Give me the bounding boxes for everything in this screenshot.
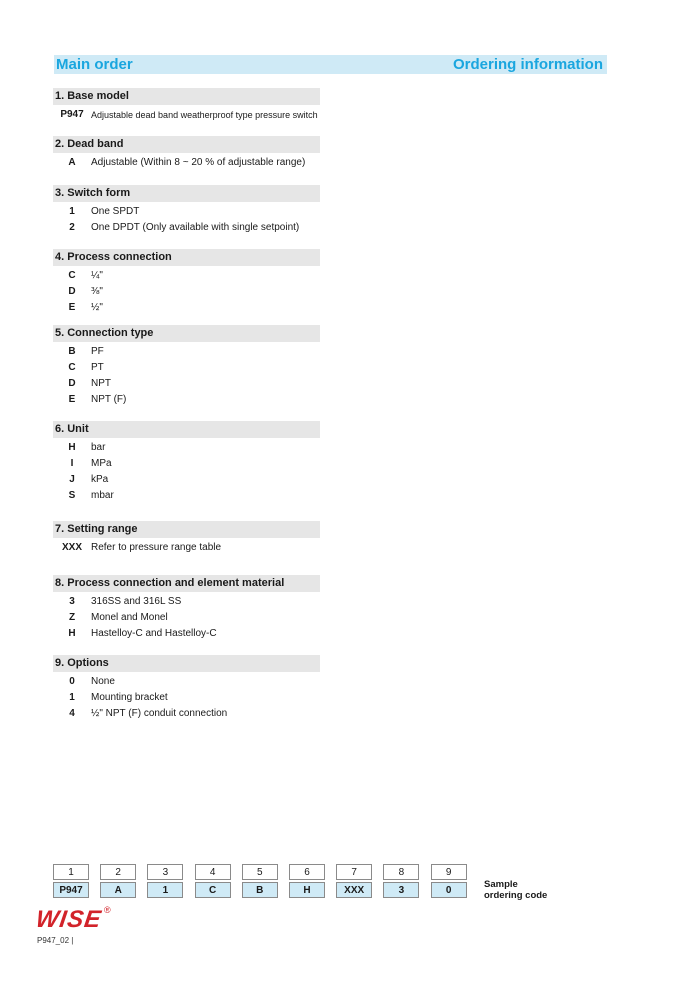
option-row (53, 456, 320, 472)
option-row (53, 300, 320, 316)
option-code: C (68, 270, 76, 281)
section-title: 5. Connection type (53, 325, 320, 342)
option-code: E (68, 394, 76, 405)
option-description: NPT (F) (91, 394, 127, 405)
code-position: 8 (383, 864, 419, 880)
option-code: Z (68, 612, 76, 623)
code-value: 0 (431, 882, 467, 898)
section-3 (53, 185, 320, 236)
option-code: 0 (69, 676, 75, 687)
code-position: 9 (431, 864, 467, 880)
code-value: 1 (147, 882, 183, 898)
section-7 (53, 521, 320, 556)
code-value: 3 (383, 882, 419, 898)
code-position: 2 (100, 864, 136, 880)
section-6 (53, 421, 320, 504)
option-code: A (68, 157, 76, 168)
option-code: D (68, 286, 76, 297)
code-value: A (100, 882, 136, 898)
option-row (53, 674, 320, 690)
option-row (53, 220, 320, 236)
option-description: PF (91, 346, 104, 357)
code-value: P947 (53, 882, 89, 898)
sample-label-line2: ordering code (484, 890, 548, 901)
option-row (53, 440, 320, 456)
option-row (53, 376, 320, 392)
header-right-title: Ordering information (453, 56, 603, 73)
sample-ordering-label (484, 879, 564, 901)
option-row (53, 360, 320, 376)
option-row (53, 472, 320, 488)
option-code: E (68, 302, 76, 313)
option-description: Mounting bracket (91, 692, 168, 703)
option-code: D (68, 378, 76, 389)
option-description: Adjustable (Within 8 ~ 20 % of adjustable range) (91, 157, 306, 168)
code-position: 6 (289, 864, 325, 880)
section-title: 7. Setting range (53, 521, 320, 538)
option-description: Monel and Monel (91, 612, 168, 623)
option-code: P947 (60, 109, 84, 120)
code-value: H (289, 882, 325, 898)
option-row (53, 626, 320, 642)
option-code: XXX (61, 542, 82, 553)
code-value: C (195, 882, 231, 898)
option-code: 1 (69, 206, 75, 217)
option-description: One DPDT (Only available with single setpoint) (91, 222, 300, 233)
code-position: 5 (242, 864, 278, 880)
option-code: S (68, 490, 76, 501)
option-description: PT (91, 362, 104, 373)
option-row (53, 268, 320, 284)
option-description: bar (91, 442, 106, 453)
option-row (53, 488, 320, 504)
option-code: H (68, 628, 76, 639)
option-description: kPa (91, 474, 109, 485)
option-row (53, 155, 320, 171)
option-code: 3 (69, 596, 75, 607)
section-9 (53, 655, 320, 722)
option-description: ⅜" (91, 286, 103, 297)
option-description: None (91, 676, 115, 687)
option-row (53, 392, 320, 408)
code-position: 7 (336, 864, 372, 880)
section-title: 1. Base model (53, 88, 320, 105)
code-value: XXX (336, 882, 372, 898)
option-row (53, 540, 320, 556)
option-description: Adjustable dead band weatherproof type pressure switch (91, 110, 318, 120)
option-row (53, 284, 320, 300)
option-description: 316SS and 316L SS (91, 596, 182, 607)
section-5 (53, 325, 320, 408)
option-description: One SPDT (91, 206, 140, 217)
section-title: 6. Unit (53, 421, 320, 438)
code-value: B (242, 882, 278, 898)
option-code: 2 (69, 222, 75, 233)
option-code: J (69, 474, 75, 485)
option-description: ¼" (91, 270, 103, 281)
section-8 (53, 575, 320, 642)
option-row (53, 690, 320, 706)
option-row (53, 610, 320, 626)
section-2 (53, 136, 320, 171)
option-description: ½" (91, 302, 103, 313)
option-code: H (68, 442, 76, 453)
wise-logo: WISE (34, 906, 104, 933)
document-id: P947_02 | (37, 936, 74, 945)
option-description: ½" NPT (F) conduit connection (91, 708, 228, 719)
code-position: 4 (195, 864, 231, 880)
option-row (53, 204, 320, 220)
option-description: Refer to pressure range table (91, 542, 222, 553)
option-row (53, 706, 320, 722)
option-description: MPa (91, 458, 112, 469)
section-4 (53, 249, 320, 316)
option-code: B (68, 346, 76, 357)
sample-label-line1: Sample (484, 879, 518, 890)
section-1 (53, 88, 320, 123)
code-position: 1 (53, 864, 89, 880)
header-left-title: Main order (56, 56, 133, 73)
section-title: 3. Switch form (53, 185, 320, 202)
option-code: C (68, 362, 76, 373)
option-code: I (70, 458, 74, 469)
option-description: mbar (91, 490, 114, 501)
option-code: 4 (69, 708, 75, 719)
section-title: 9. Options (53, 655, 320, 672)
registered-mark: ® (104, 905, 111, 915)
section-title: 8. Process connection and element material (53, 575, 320, 592)
option-code: 1 (69, 692, 75, 703)
code-position: 3 (147, 864, 183, 880)
section-title: 4. Process connection (53, 249, 320, 266)
option-row (53, 594, 320, 610)
option-row (53, 107, 320, 123)
page-header (54, 55, 607, 74)
option-description: NPT (91, 378, 111, 389)
option-description: Hastelloy-C and Hastelloy-C (91, 628, 217, 639)
section-title: 2. Dead band (53, 136, 320, 153)
option-row (53, 344, 320, 360)
